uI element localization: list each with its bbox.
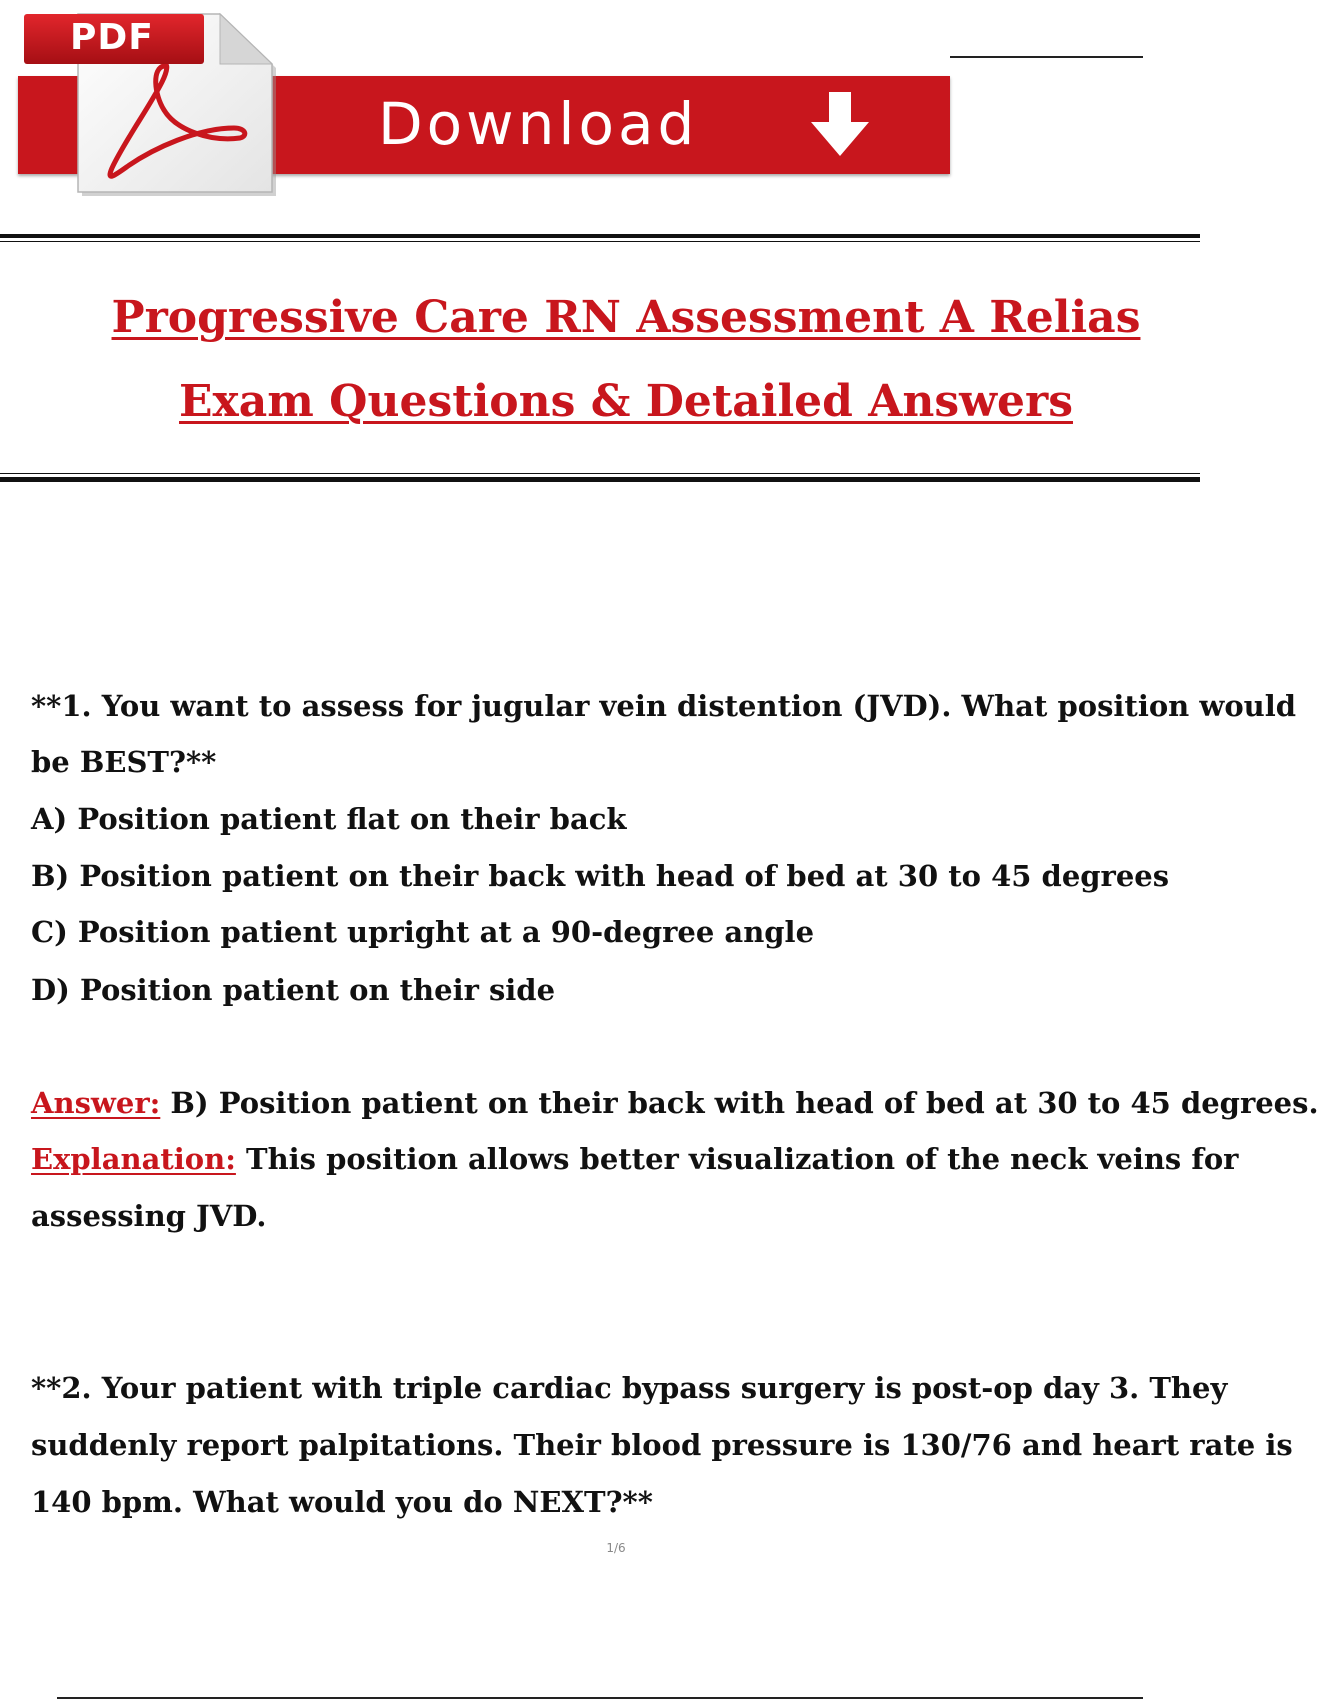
document-title-line-1: Progressive Care RN Assessment A Relias xyxy=(111,292,1141,343)
download-arrow-icon xyxy=(805,92,875,158)
question-2-line-3: 140 bpm. What would you do NEXT?** xyxy=(31,1485,653,1519)
top-right-rule xyxy=(950,56,1143,58)
answer-line xyxy=(31,1083,1319,1123)
option-c: C) Position patient upright at a 90-degree angle xyxy=(31,915,815,949)
option-b: B) Position patient on their back with head of bed at 30 to 45 degrees xyxy=(31,859,1170,893)
footer-rule xyxy=(57,1697,1143,1699)
question-1-line-2: be BEST?** xyxy=(31,745,217,779)
header-rule-thick xyxy=(0,234,1200,238)
explanation-text: This position allows better visualization of the neck veins for xyxy=(235,1142,1239,1176)
title-rule-thin xyxy=(0,473,1200,474)
question-1-line-1: **1. You want to assess for jugular vein distention (JVD). What position would xyxy=(31,689,1297,723)
header-rule-thin xyxy=(0,241,1200,242)
explanation-label: Explanation: xyxy=(31,1142,236,1176)
answer-text: B) Position patient on their back with head of bed at 30 to 45 degrees. xyxy=(160,1086,1319,1120)
option-d: D) Position patient on their side xyxy=(31,973,556,1007)
question-2-line-2: suddenly report palpitations. Their blood pressure is 130/76 and heart rate is xyxy=(31,1428,1293,1462)
page-number: 1/6 xyxy=(606,1541,626,1555)
option-a: A) Position patient flat on their back xyxy=(31,802,627,836)
explanation-line xyxy=(31,1139,1239,1179)
question-2-line-1: **2. Your patient with triple cardiac bypass surgery is post-op day 3. They xyxy=(31,1371,1228,1405)
document-title-line-2: Exam Questions & Detailed Answers xyxy=(179,376,1073,427)
answer-label: Answer: xyxy=(31,1086,161,1120)
explanation-line-2: assessing JVD. xyxy=(31,1199,267,1233)
download-label: Download xyxy=(378,90,699,158)
download-banner[interactable] xyxy=(0,0,1200,230)
pdf-label: PDF xyxy=(70,17,154,58)
title-rule-thick xyxy=(0,477,1200,482)
